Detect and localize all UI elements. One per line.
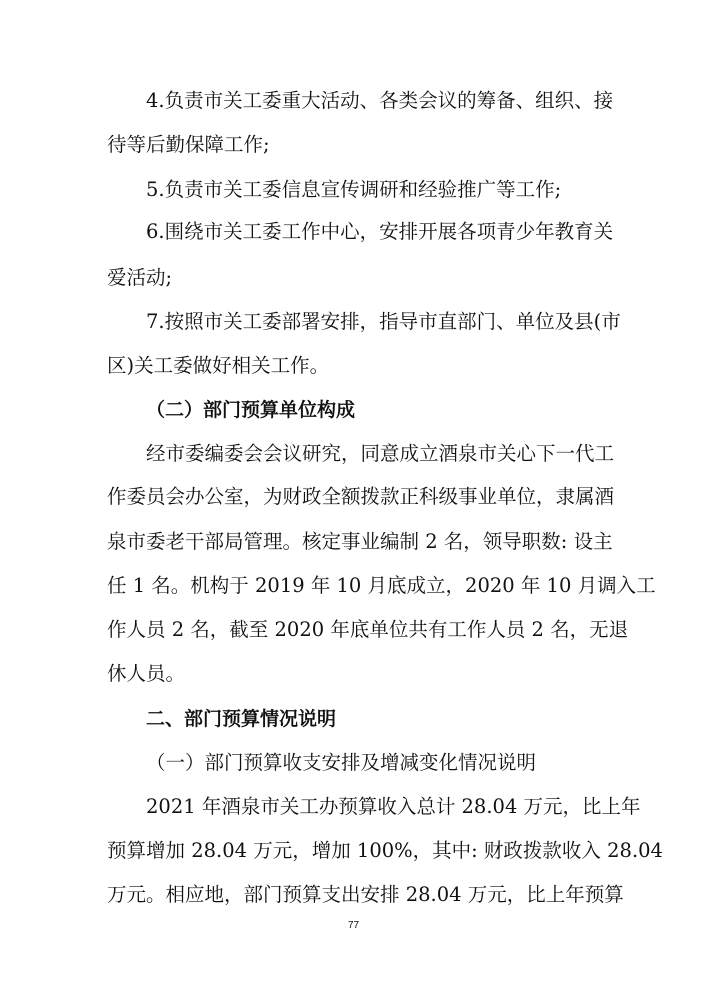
paragraph-line: 作委员会办公室，为财政全额拨款正科级事业单位，隶属酒	[107, 485, 615, 508]
paragraph-line: 泉市委老干部局管理。核定事业编制 2 名，领导职数: 设主	[107, 530, 613, 553]
paragraph-line: 区)关工委做好相关工作。	[107, 354, 330, 377]
subsection-heading: （一）部门预算收支安排及增减变化情况说明	[146, 751, 537, 774]
paragraph-line: 5.负责市关工委信息宣传调研和经验推广等工作;	[146, 178, 562, 201]
paragraph-line: 休人员。	[107, 662, 186, 685]
page-number: 77	[347, 920, 360, 931]
paragraph-line: 任 1 名。机构于 2019 年 10 月底成立，2020 年 10 月调入工	[107, 574, 656, 597]
paragraph-line: 爱活动;	[107, 266, 173, 289]
paragraph-line: 待等后勤保障工作;	[107, 133, 270, 156]
paragraph-line: 7.按照市关工委部署安排，指导市直部门、单位及县(市	[146, 310, 621, 333]
paragraph-line: 6.围绕市关工委工作中心，安排开展各项青少年教育关	[146, 220, 614, 243]
section-heading: 二、部门预算情况说明	[146, 708, 337, 730]
paragraph-line: 2021 年酒泉市关工办预算收入总计 28.04 万元，比上年	[146, 795, 641, 818]
paragraph-line: 作人员 2 名，截至 2020 年底单位共有工作人员 2 名，无退	[107, 618, 629, 641]
section-heading: （二）部门预算单位构成	[146, 399, 356, 421]
paragraph-line: 万元。相应地，部门预算支出安排 28.04 万元，比上年预算	[107, 883, 624, 906]
paragraph-line: 预算增加 28.04 万元，增加 100%，其中: 财政拨款收入 28.04	[107, 839, 663, 862]
paragraph-line: 经市委编委会会议研究，同意成立酒泉市关心下一代工	[146, 442, 615, 465]
paragraph-line: 4.负责市关工委重大活动、各类会议的筹备、组织、接	[146, 89, 614, 112]
